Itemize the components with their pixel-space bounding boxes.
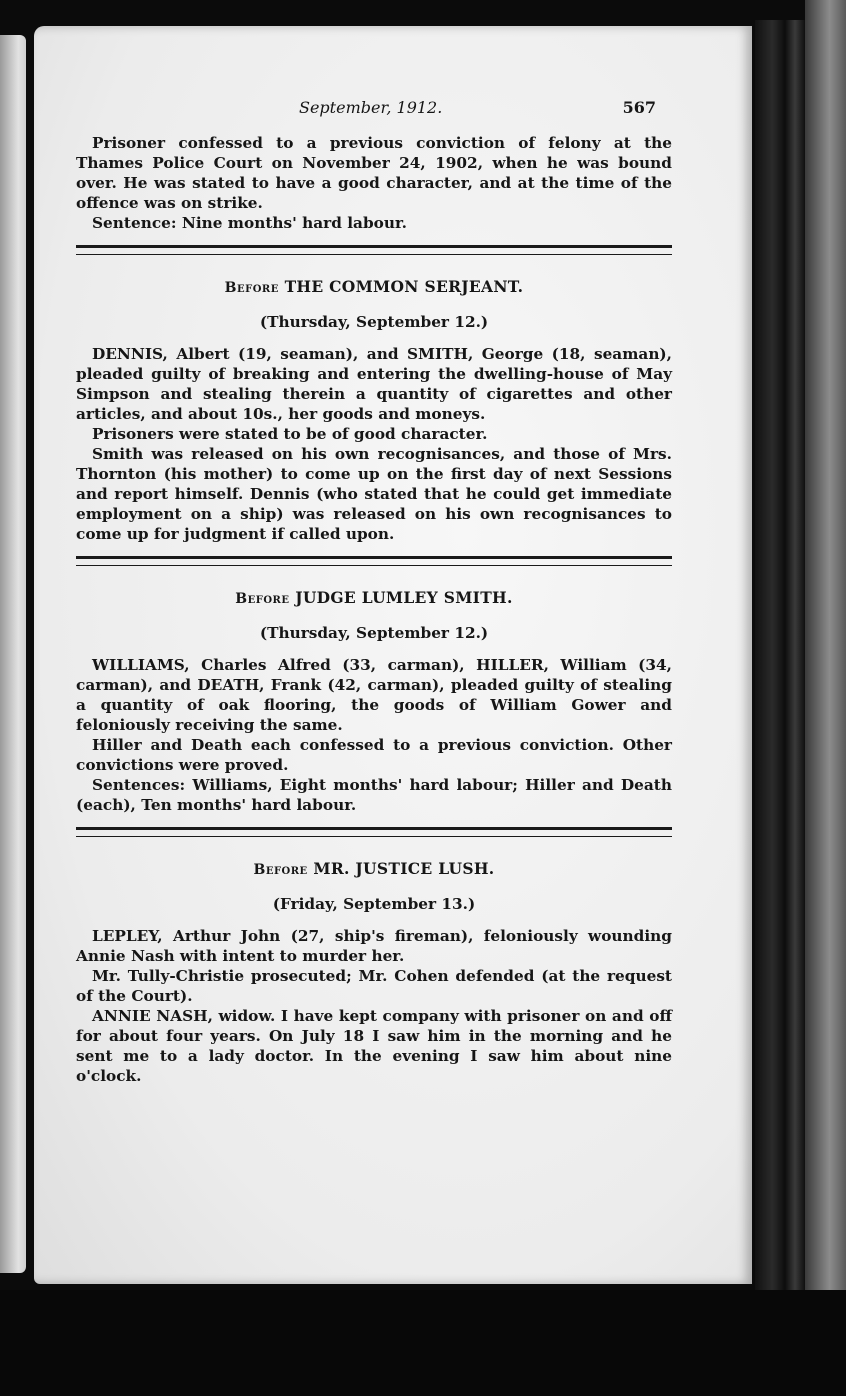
section-divider (76, 245, 672, 255)
section-heading-common-serjeant (76, 277, 672, 298)
case-paragraph: Smith was released on his own recognisances, and those of Mrs. Thornton (his mother) to come up on the first day of next Sessions and report himself. Dennis (who stated that he could get immediate employment on a ship) was released on his own recognisances to come up for judgment if called upon. (76, 445, 672, 543)
before-label: Before (253, 862, 308, 878)
case-paragraph: Prisoners were stated to be of good character. (92, 425, 488, 443)
section-heading-judge-lumley-smith (76, 588, 672, 609)
case-paragraph: DENNIS, Albert (19, seaman), and SMITH, George (18, seaman), pleaded guilty of breaking and entering the dwelling-house of May Simpson and stealing therein a quantity of cigarettes and other articles, and about 10s., her goods and moneys. (76, 345, 672, 423)
page-text (76, 98, 672, 1086)
court-name: MR. JUSTICE LUSH. (313, 859, 495, 878)
section-date: (Friday, September 13.) (272, 895, 476, 913)
case-paragraph: WILLIAMS, Charles Alfred (33, carman), HILLER, William (34, carman), and DEATH, Frank (42, carman), pleaded guilty of stealing a quantity of oak flooring, the goods of William Gower and feloniously receiving the same. (76, 656, 672, 734)
before-label: Before (224, 280, 279, 296)
section-heading-justice-lush (76, 859, 672, 880)
book-fore-edge (755, 20, 805, 1290)
background-bottom (0, 1290, 846, 1396)
page-number: 567 (622, 98, 656, 117)
case-paragraph: LEPLEY, Arthur John (27, ship's fireman), feloniously wounding Annie Nash with intent to murder her. (76, 927, 672, 965)
intro-paragraph: Prisoner confessed to a previous conviction of felony at the Thames Police Court on November 24, 1902, when he was bound over. He was stated to have a good character, and at the time of the offence was on strike. (76, 134, 672, 212)
court-name: JUDGE LUMLEY SMITH. (295, 588, 513, 607)
adjacent-page-edge (0, 35, 26, 1273)
intro-sentence: Sentence: Nine months' hard labour. (92, 214, 407, 232)
before-label: Before (235, 591, 290, 607)
section-date: (Thursday, September 12.) (259, 624, 489, 642)
case-paragraph: ANNIE NASH, widow. I have kept company with prisoner on and off for about four years. On July 18 I saw him in the morning and he sent me to a lady doctor. In the evening I saw him about nine o'clock. (76, 1007, 672, 1085)
court-name: THE COMMON SERJEANT. (284, 277, 524, 296)
running-header (76, 98, 672, 118)
header-date: September, 1912. (299, 98, 443, 117)
section-divider (76, 827, 672, 837)
case-paragraph: Mr. Tully-Christie prosecuted; Mr. Cohen defended (at the request of the Court). (76, 967, 672, 1005)
case-paragraph: Hiller and Death each confessed to a previous conviction. Other convictions were proved. (76, 736, 672, 774)
background-right (805, 0, 846, 1396)
section-date: (Thursday, September 12.) (259, 313, 489, 331)
case-paragraph: Sentences: Williams, Eight months' hard labour; Hiller and Death (each), Ten months' hard labour. (76, 776, 672, 814)
section-divider (76, 556, 672, 566)
